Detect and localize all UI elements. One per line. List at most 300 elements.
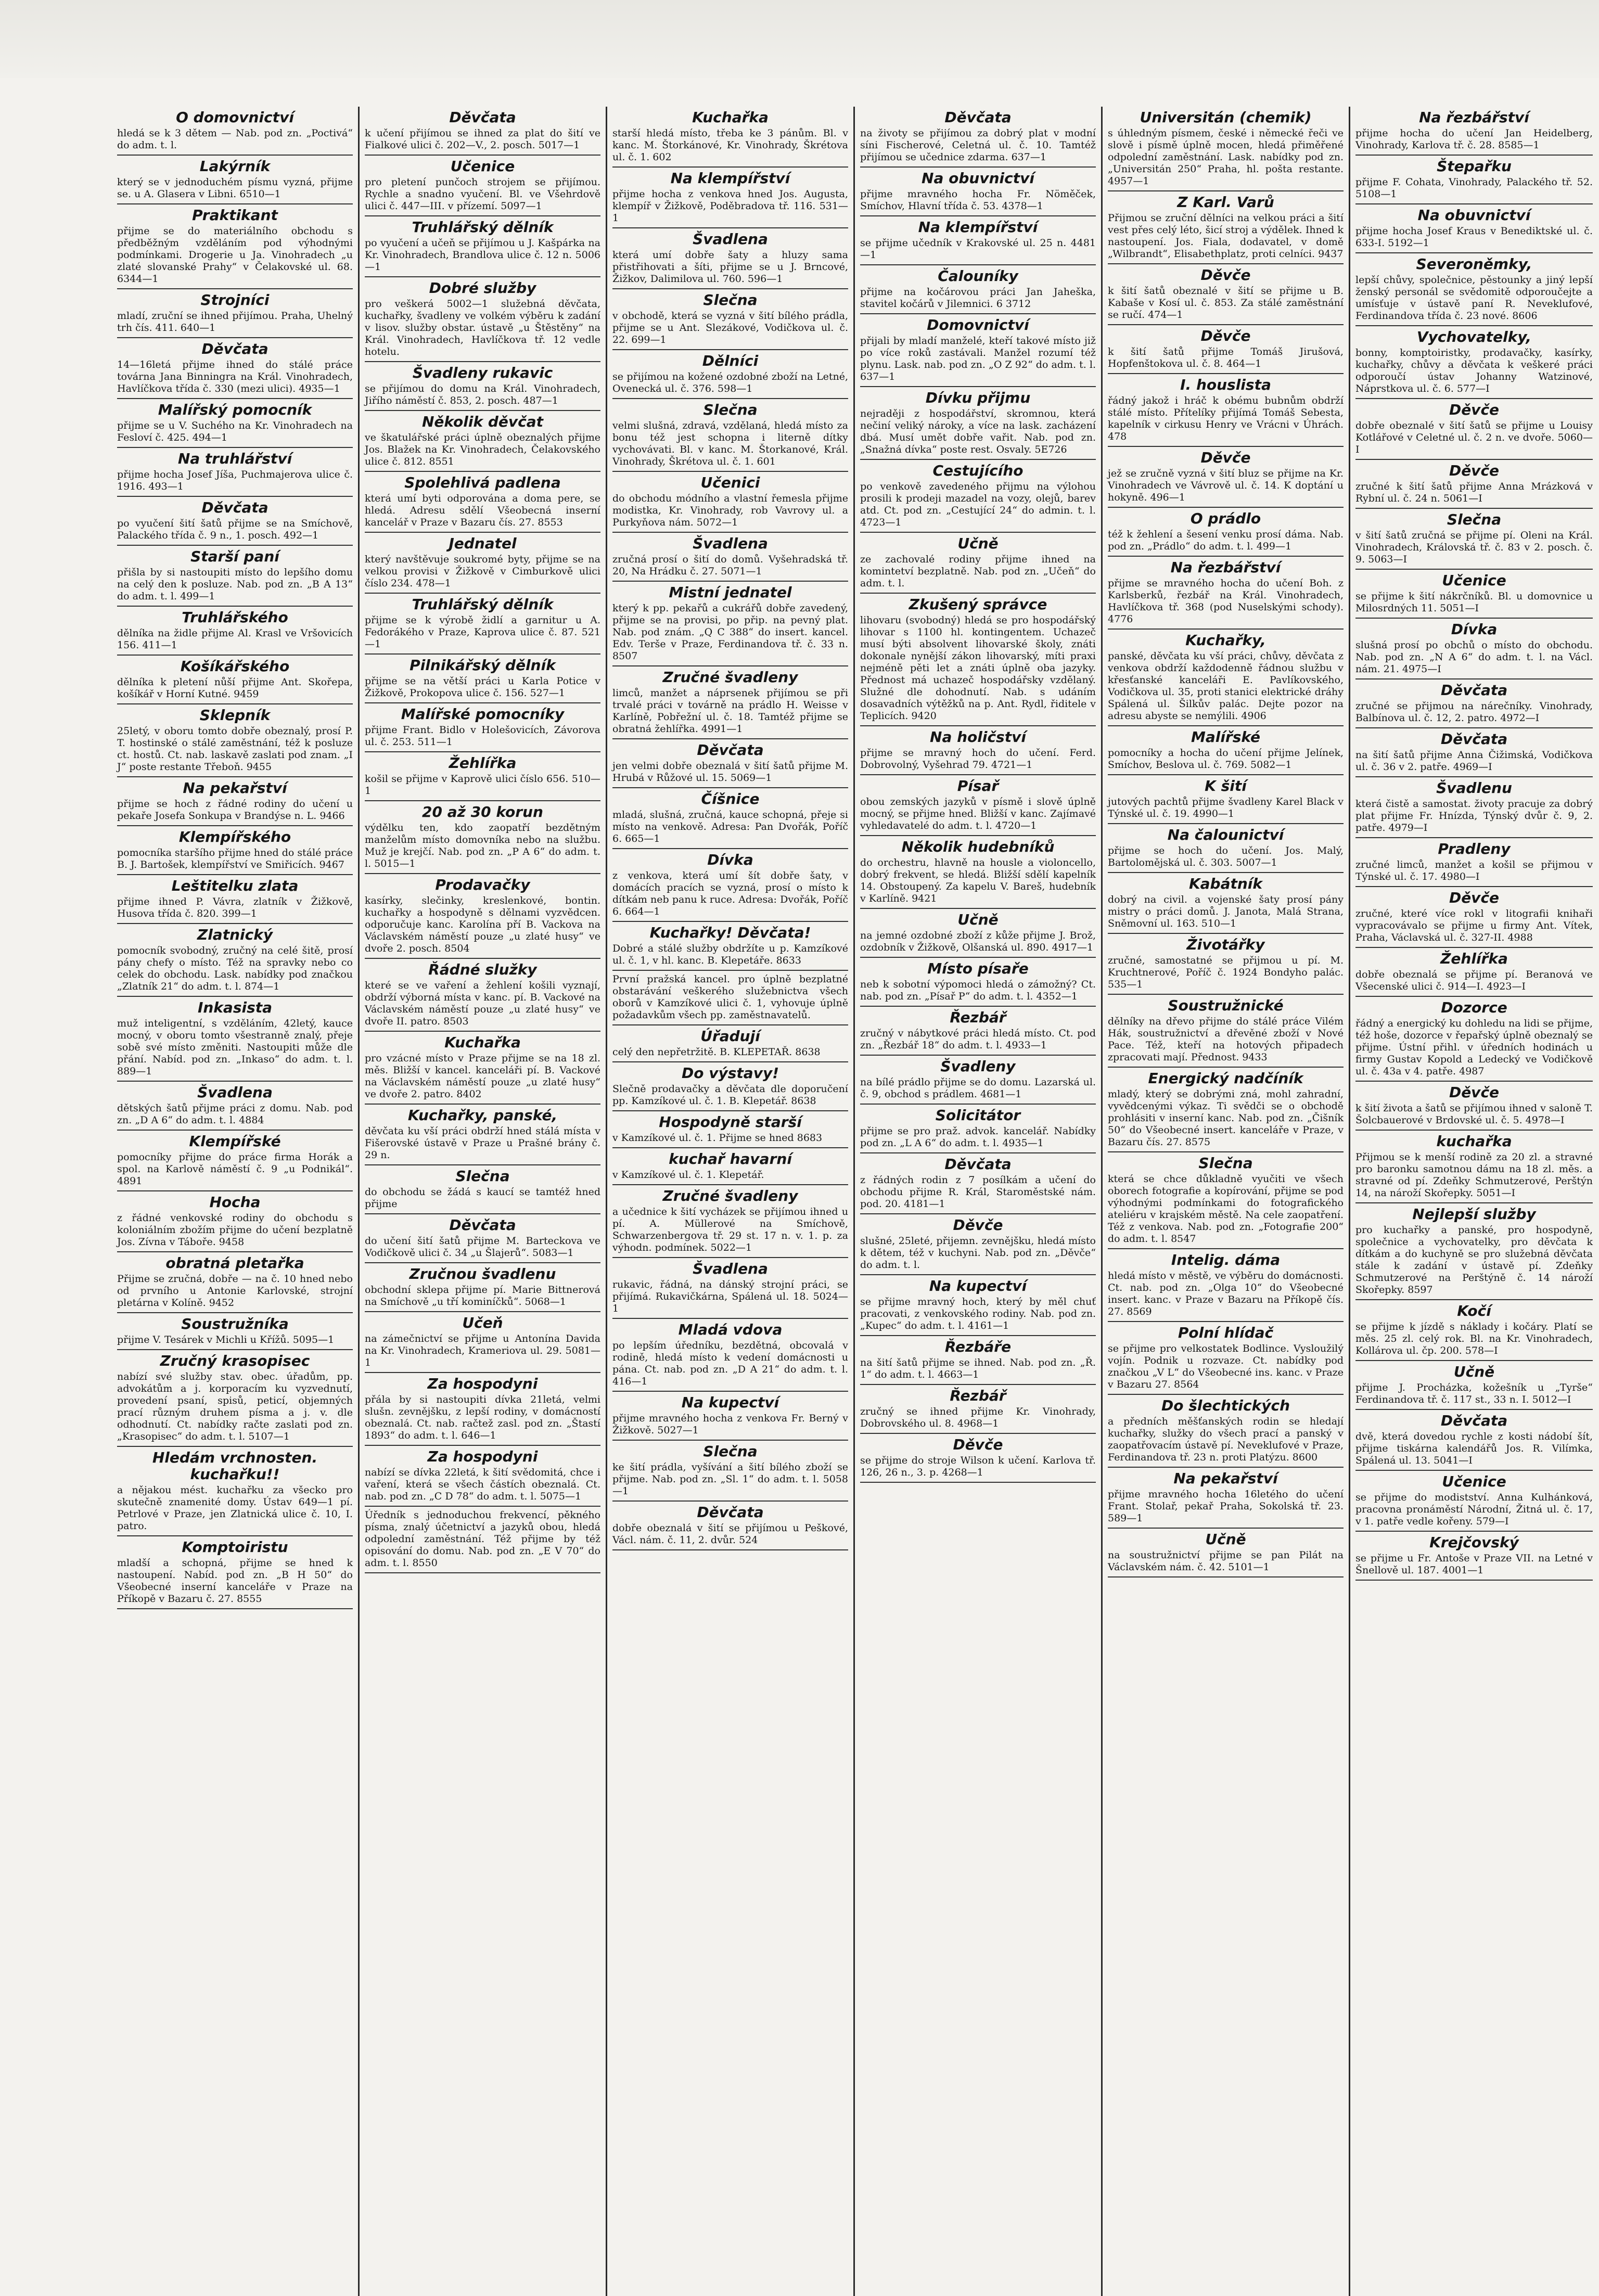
classified-ad [117, 289, 353, 338]
classified-ad [117, 607, 353, 656]
classified-ad [1355, 399, 1593, 460]
classified-ad [612, 849, 848, 922]
ad-text: 14—16letá přijme ihned do stálé práce továrna Jana Binningra na Král. Vinohradech, Havlíčkova třída č. 330 (mezi ulici). 4935—1 [117, 359, 353, 394]
ad-text: hledá se k 3 dětem — Nab. pod zn. „Poctivá“ do adm. t. l. [117, 127, 353, 151]
ad-text: přijme se hoch z řádné rodiny do učení u pekaře Josefa Sonkupa v Brandýse n. L. 9466 [117, 798, 353, 822]
ad-title: Životářky [1186, 936, 1265, 953]
ad-text: mladší a schopná, přijme se hned k nastoupení. Nabíd. pod zn. „B H 50“ do Všeobecné inserní kanceláře v Praze na Příkopě v Bazaru č. 27. 8555 [117, 1557, 353, 1605]
classified-ad [117, 1252, 353, 1313]
classified-ad [860, 1385, 1096, 1434]
ad-text: z řádných rodin z 7 posílkám a učení do obchodu přijme R. Král, Staroměstské nám. pod. 20. 4181—1 [860, 1174, 1096, 1210]
column-2 [360, 107, 607, 2296]
ad-title: Vychovatelky, [1416, 328, 1532, 345]
classified-ad [860, 387, 1096, 460]
classified-ad [612, 1111, 848, 1148]
ad-text: obou zemských jazyků v písmě i slově úplně mocný, se přijme hned. Bližší v kanc. Zajímavé vyhledavatelé do adm. t. l. 4720—1 [860, 796, 1096, 831]
ad-text: kasírky, slečinky, kreslenkové, bontin. kuchařky a hospodyně s dělnami vyzvědcen. odporučuje kanc. Karolína pří B. Vackova na Václavském náměstí pouze „u zlaté husy“ ve dvoře 2. posch. 8504 [365, 895, 600, 954]
classified-ad [1355, 728, 1593, 777]
classified-ad [1355, 1410, 1593, 1471]
ad-title: Kabátník [1188, 875, 1263, 892]
ad-title: Na řezbářství [1419, 109, 1529, 126]
classified-ad [117, 204, 353, 289]
ad-title: Učně [957, 911, 999, 928]
classified-ad [365, 1507, 600, 1573]
classified-ad [117, 1313, 353, 1350]
ad-title: Na kupectví [929, 1277, 1027, 1294]
ad-text: k šití šatů přijme Tomáš Jirušová, Hopfenštokova ul. č. 8. 464—1 [1108, 346, 1344, 369]
ad-text: zručné k šití šatů přijme Anna Mrázková v Rybní ul. č. 24 n. 5061—I [1355, 481, 1593, 504]
ad-title: Děvčata [944, 109, 1012, 126]
ad-title: Několik hudebníků [901, 838, 1055, 855]
ad-text: přijme mravného hocha z venkova Fr. Berný v Žižkově. 5027—1 [612, 1413, 848, 1436]
classified-ad [117, 1350, 353, 1447]
classified-ad [612, 1062, 848, 1111]
ad-text: do orchestru, hlavně na housle a violoncello, dobrý frekvent, se hledá. Bližší sdělí kapelník 14. Obstoupený. Za kapelu V. Bareš, hudebník v Karlíně. 9421 [860, 857, 1096, 904]
ad-title: Děvče [1449, 1084, 1500, 1101]
ad-title: Na obuvnictví [1417, 207, 1531, 224]
classified-ad [860, 1214, 1096, 1275]
ad-text: na životy se přijímou za dobrý plat v modní síni Fischerové, Celetná ul. č. 10. Tamtéž přijímou se učednice zdarma. 637—1 [860, 127, 1096, 163]
ad-text: rukavic, řádná, na dánský strojní práci, se přijímá. Rukavičkárna, Spálená ul. 18. 5024—1 [612, 1279, 848, 1314]
classified-ad [612, 1185, 848, 1258]
ad-text: v Kamzíkové ul. č. 1. Přijme se hned 8683 [612, 1132, 823, 1144]
classified-ad [365, 801, 600, 874]
ad-text: přijme mravného hocha Fr. Nöměček, Smíchov, Hlavní třída č. 53. 4378—1 [860, 188, 1096, 212]
ad-title: K šití [1205, 777, 1247, 794]
ad-text: slušné, 25leté, přijemn. zevnějšku, hledá místo k dětem, též v kuchyni. Nab. pod zn. „Děvče“ do adm. t. l. [860, 1235, 1096, 1271]
ad-text: dobře obeznalá se přijme pí. Beranová ve Všecenské ulici č. 914—I. 4923—I [1355, 969, 1593, 992]
ad-title: Slečna [703, 1443, 758, 1460]
classified-ad [612, 1441, 848, 1502]
ad-title: Děvče [1200, 449, 1251, 466]
ad-title: Soustružnické [1168, 997, 1284, 1014]
ad-text: 25letý, v oboru tomto dobře obeznalý, prosí P. T. hostinské o stálé zaměstnání, též k posluze ct. hostů. Ct. nab. laskavě zaslati pod znam. „I J“ poste restante Třeboň. 9455 [117, 725, 353, 773]
classified-ad [117, 826, 353, 875]
column-3 [607, 107, 855, 2296]
ad-text: nejraději z hospodářství, skromnou, která nečiní veliký nároky, a více na lask. zacházení dbá. Musí umět dobře vařit. Nab. pod zn. „Snažná dívka“ poste rest. Osvaly. 5E726 [860, 408, 1096, 455]
classified-ad [1108, 264, 1344, 325]
ad-text: též k žehlení a šesení venku prosí dáma. Nab. pod zn. „Prádlo“ do adm. t. l. 499—1 [1108, 529, 1344, 552]
classified-ad [1355, 838, 1593, 887]
ad-text: se přijímou na kožené ozdobné zboží na Letné, Ovenecká ul. č. 376. 598—1 [612, 371, 848, 394]
ad-title: Učenice [1442, 572, 1506, 589]
ad-title: Kočí [1457, 1302, 1491, 1319]
classified-ad [1108, 1068, 1344, 1152]
classified-ad [1355, 326, 1593, 399]
classified-ad [365, 1214, 600, 1263]
classified-ad [117, 1536, 353, 1609]
ad-title: Z Karl. Varů [1177, 194, 1274, 211]
classified-ad [612, 107, 848, 168]
ad-text: se přijme k jízdě s náklady i kočáry. Platí se měs. 25 zl. celý rok. Bl. na Kr. Vinohradech, Kollárova ul. čp. 200. 578—I [1355, 1321, 1593, 1356]
ad-title: Děvče [1449, 401, 1500, 418]
ad-text: z řádné venkovské rodiny do obchodu s koloniálním zbožím přijme do učení bezplatně Jos. Zívna v Táboře. 9458 [117, 1212, 353, 1248]
ad-title: Zručnou švadlenu [409, 1265, 556, 1282]
ad-text: dělníka k pletení nůší přijme Ant. Skořepa, košíkář v Horní Kutné. 9459 [117, 676, 353, 700]
ad-title: Švadlena [197, 1084, 273, 1101]
ad-title: Do výstavy! [682, 1064, 779, 1082]
classified-ad [860, 1105, 1096, 1153]
ad-title: Děvčata [201, 340, 268, 357]
classified-ad [365, 277, 600, 362]
ad-title: Zkušený správce [909, 596, 1047, 613]
classified-ad [612, 1258, 848, 1319]
classified-ad [117, 156, 353, 204]
classified-ad [612, 399, 848, 472]
classified-ad [1108, 934, 1344, 995]
ad-text: starší hledá místo, třeba ke 3 pánům. Bl. v kanc. M. Štorkánové, Kr. Vinohrady, Škrétova ul. č. 1. 602 [612, 127, 848, 163]
ad-title: Děvčata [944, 1156, 1012, 1173]
classified-ad [1355, 204, 1593, 253]
ad-title: Severoněmky, [1416, 255, 1532, 273]
classified-ad [365, 1263, 600, 1312]
classified-ad [1108, 630, 1344, 726]
ad-text: přijme se na větší práci u Karla Potice v Žižkově, Prokopova ulice č. 156. 527—1 [365, 675, 600, 699]
ad-text: pro kuchařky a panské, pro hospodyně, společnice a vychovatelky, pro děvčata k dítkám a do kuchyně se pro služebná děvčata stále k zadání v ústavě pí. Zdeňky Schmutzerové na Perštýně č. 14 nároží Skořepky. 8597 [1355, 1224, 1593, 1295]
ad-text: po vyučení šití šatů přijme se na Smíchově, Palackého třída č. 9 n., 1. posch. 492—1 [117, 518, 353, 541]
classified-ad [365, 1032, 600, 1105]
ad-title: Mladá vdova [678, 1321, 783, 1338]
ad-text: dobrý na civil. a vojenské šaty prosí pány mistry o práci domů. J. Janota, Malá Strana, Sněmovní ul. 163. 510—1 [1108, 894, 1344, 929]
ad-title: Za hospodyni [427, 1375, 538, 1392]
ad-text: dobře obeznalé v šití šatů se přijme u Louisy Kotlářové v Celetné ul. č. 2 n. ve dvoře. 5060—I [1355, 420, 1593, 455]
classified-ad [1355, 1131, 1593, 1203]
classified-ad [612, 1319, 848, 1392]
ad-text: se přijímou do domu na Král. Vinohradech, Jiřího náměstí č. 853, 2. posch. 487—1 [365, 383, 600, 406]
paper-top-margin [0, 0, 1599, 78]
ad-text: z venkova, která umí šít dobře šaty, v domácích pracích se vyzná, prosí o místo k dítkám neb panu k ruce. Adresa: Dvořák, Poříč 6. 664—1 [612, 870, 848, 917]
ad-title: Lakýrník [199, 158, 271, 175]
ad-title: Dělníci [702, 352, 759, 369]
ad-title: Zručné švadleny [662, 669, 798, 686]
classified-ad [860, 533, 1096, 594]
classified-ad [860, 958, 1096, 1007]
ad-text: zručné, samostatné se přijmou u pí. M. Kruchtnerové, Poříč č. 1924 Bondyho palác. 535—1 [1108, 955, 1344, 990]
classified-ad [117, 875, 353, 924]
classified-ad [1355, 1532, 1593, 1581]
ad-title: Děvčata [697, 1504, 764, 1521]
ad-text: na šití šatů přijme Anna Čižimská, Vodičkova ul. č. 36 v 2. patře. 4969—I [1355, 749, 1593, 773]
classified-ad [117, 546, 353, 607]
ad-text: dělníky na dřevo přijme do stálé práce Vilém Hák, soustružnictví a dřevěné zboží v Nové Pace. Též, kteří na hotových připadech zpracovati mají. Přednost. 9433 [1108, 1016, 1344, 1063]
ad-title: Děvčata [1440, 1412, 1508, 1429]
ad-title: Slečna [455, 1168, 510, 1185]
classified-ad [365, 362, 600, 411]
classified-ad [1108, 726, 1344, 775]
ad-text: na šití šatů přijme se ihned. Nab. pod zn. „Ř. 1“ do adm. t. l. 4663—1 [860, 1357, 1096, 1380]
ad-title: Žehlířka [1440, 950, 1508, 967]
classified-ad [612, 472, 848, 533]
ad-text: přijme se u V. Suchého na Kr. Vinohradech na Fesloví č. 425. 494—1 [117, 420, 353, 443]
ad-title: Praktikant [192, 207, 278, 224]
ad-title: Řádné služky [428, 961, 537, 978]
ad-text: která se chce důkladně vyučiti ve všech oborech fotografie a kopírování, přijme se pod výhodnými podmínkami do fotografického ateliéru v krajském městě. Na cele zaopatření. Též z venkova. Nab. pod zn. „Fotografie 200“ do adm. t. l. 8547 [1108, 1173, 1344, 1245]
ad-text: přijme Frant. Bidlo v Holešovicích, Závorova ul. č. 253. 511—1 [365, 724, 600, 748]
ad-text: přijme V. Tesárek v Michli u Křížů. 5095—1 [117, 1334, 335, 1345]
classified-ad [1355, 777, 1593, 838]
classified-ad [860, 726, 1096, 775]
ad-text: děvčata ku vší práci obdrží hned stálá místa v Fišerovské ústavě v Praze u Prašné brány č. 29 n. [365, 1125, 600, 1161]
ad-title: Universitán (chemik) [1140, 109, 1312, 126]
ad-text: přijme se mravného hocha do učení Boh. z Karlsberků, řezbář na Král. Vinohradech, Havlíčkova tř. 368 (pod Nuselskými schody). 4776 [1108, 578, 1344, 625]
ad-title: O domovnictví [176, 109, 294, 126]
ad-text: ve škatulářské práci úplně obeznalých přijme Jos. Blažek na Kr. Vinohradech, Čelakovského ulice č. 812. 8551 [365, 432, 600, 467]
ad-title: Spolehlivá padlena [404, 474, 561, 491]
ad-title: Na pekařství [1173, 1470, 1278, 1487]
ad-title: obratná pletařka [165, 1254, 304, 1272]
ad-text: přijme se hoch do učení. Jos. Malý, Bartolomějská ul. č. 303. 5007—1 [1108, 845, 1344, 868]
ad-title: Leštitelku zlata [171, 877, 299, 894]
classified-ad [365, 959, 600, 1032]
ad-title: Cestujícího [932, 462, 1024, 479]
ad-title: 20 až 30 korun [422, 803, 543, 820]
ad-title: Na holičství [930, 728, 1026, 746]
ad-text: přijali by mladí manželé, kteří takové místo již po více roků zastávali. Manžel rozumí též plynu. Lask. nab. pod zn. „O Z 92“ do adm. t. l. 637—1 [860, 335, 1096, 382]
ad-title: I. houslista [1180, 376, 1271, 393]
classified-ad [860, 265, 1096, 314]
classified-ad [1355, 509, 1593, 570]
ad-title: Kuchařka [444, 1034, 521, 1051]
ad-title: Na klempířství [670, 170, 790, 187]
ad-title: Švadlenu [1436, 779, 1512, 797]
ad-text: dělníka na židle přijme Al. Krasl ve Vršovicích 156. 411—1 [117, 627, 353, 651]
ad-title: Na kupectví [681, 1394, 779, 1411]
classified-ad [612, 1392, 848, 1441]
classified-ad [612, 1148, 848, 1185]
ad-title: Hospodyně starší [659, 1113, 802, 1131]
classified-ad [117, 997, 353, 1082]
ad-title: Několik děvčat [421, 413, 543, 430]
classified-ad [365, 533, 600, 594]
ad-text: nabízí své služby stav. obec. úřadům, pp. advokátům a j. korporacím ku vyzvednutí, provedení psaní, spisů, peticí, objemných prací různým druhem písma a j. v. dle odhodnutí. Ct. nabídky račte zaslati pod zn. „Krasopisec“ do adm. t. l. 5107—1 [117, 1371, 353, 1442]
classified-ad [612, 788, 848, 849]
ad-text: lepší chůvy, společnice, pěstounky a jiný lepší ženský personál se svědomitě odporoučejte a umísťuje v ústavě paní R. Neveklufové, Ferdinandova třída č. 23 nové. 8606 [1355, 274, 1593, 322]
classified-ad [1355, 1203, 1593, 1300]
ad-text: pro vzácné místo v Praze přijme se na 18 zl. měs. Bližší v kancel. kanceláři pí. B. Vackové na Václavském náměstí pouze „u zlaté husy“ ve dvoře 2. patro. 8402 [365, 1053, 600, 1100]
ad-text: po venkově zavedeného přijmu na výlohou prosili k prodeji mazadel na vozy, olejů, barev atd. Ct. pod zn. „Cestující 24“ do admin. t. l. 4723—1 [860, 481, 1096, 528]
ad-title: Žehlířka [449, 754, 517, 772]
classified-ad [1108, 1395, 1344, 1468]
ad-title: Pradleny [1438, 840, 1511, 857]
classified-ad [1108, 775, 1344, 824]
ad-title: Krejčovský [1429, 1534, 1519, 1551]
column-1 [112, 107, 360, 2296]
ad-text: se přijme do modistství. Anna Kulhánková, pracovna pronáměstí Národní, Žitná ul. č. 17, v 1. patře vedle kořeny. 579—I [1355, 1492, 1593, 1527]
ad-title: Úřadují [700, 1028, 760, 1045]
classified-ad [365, 874, 600, 959]
classified-ad [612, 1502, 848, 1550]
ad-text: přijme J. Procházka, kožešník u „Tyrše“ Ferdinandova tř. č. 117 st., 33 n. I. 5012—I [1355, 1382, 1593, 1405]
ad-title: kuchař havarní [669, 1150, 792, 1168]
ad-text: Přijmou se k menší rodině za 20 zl. a stravné pro baronku samotnou dámu na 18 zl. měs. a stravné od pí. Zdeňky Schmutzerové, Perštýn 14, na nároží Skořepky. 5051—I [1355, 1151, 1593, 1199]
ad-text: Přijmou se zruční dělníci na velkou práci a šití vest přes celý léto, šicí stroj a výdělek. Ihned k nastoupení. Jos. Fiala, dodavatel, v domě „Wilbrandt“, Elisabethplatz, proti celníci. 9437 [1108, 212, 1344, 260]
ad-title: Strojníci [200, 291, 270, 309]
classified-ad [117, 448, 353, 497]
ad-text: přijme ihned P. Vávra, zlatník v Žižkově, Husova třída č. 820. 399—1 [117, 896, 353, 919]
ad-title: Děvče [1200, 266, 1251, 284]
ad-title: Učně [1453, 1363, 1495, 1380]
classified-ad [1355, 948, 1593, 997]
classified-ad [612, 739, 848, 788]
ad-text: se přijme k šití nákrčníků. Bl. u domovnice u Milosrdných 11. 5051—I [1355, 591, 1593, 614]
ad-title: Děvčata [449, 109, 516, 126]
ad-title: Truhlářský dělník [412, 596, 554, 613]
ad-text: mladá, slušná, zručná, kauce schopná, přeje si místo na venkově. Adresa: Pan Dvořák, Poříč 6. 665—1 [612, 809, 848, 844]
ad-title: Domovnictví [927, 316, 1029, 334]
ad-title: Děvče [1449, 889, 1500, 906]
classified-ad [612, 666, 848, 739]
ad-title: Do šlechtických [1161, 1397, 1290, 1414]
ad-title: Dívka [1451, 621, 1498, 638]
classified-ad [1355, 679, 1593, 728]
classified-ad [860, 168, 1096, 216]
classified-ad [860, 594, 1096, 726]
ad-text: se přijme do stroje Wilson k učení. Karlova tř. 126, 26 n., 3. p. 4268—1 [860, 1455, 1096, 1478]
ad-title: Dobré služby [429, 279, 536, 297]
classified-ad [1108, 1529, 1344, 1577]
classified-ad [365, 216, 600, 277]
classified-ad [1355, 1361, 1593, 1410]
ad-title: Učně [1205, 1531, 1246, 1548]
ad-title: Zručné švadleny [662, 1187, 798, 1204]
ad-title: Na obuvnictví [922, 170, 1034, 187]
classified-ad [860, 460, 1096, 533]
ad-text: po lepším úředníku, bezdětná, obcovalá v rodině, hledá místo k vedení domácnosti u pána. Ct. nab. pod zn. „D A 21“ do adm. t. l. 416—1 [612, 1340, 848, 1387]
ad-text: První pražská kancel. pro úplně bezplatné obstarávání veškerého služebnictva všech oborů v Kamzíkové ulici č. 1, vyhovuje úplně požadavkům všech pp. zaměstnavatelů. [612, 973, 848, 1021]
ad-text: zručný se ihned přijme Kr. Vinohrady, Dobrovského ul. 8. 4968—1 [860, 1406, 1096, 1429]
ad-text: do obchodu se žádá s kaucí se tamtéž hned přijme [365, 1186, 600, 1210]
ad-text: a učednice k šití vycházek se přijímou ihned u pí. A. Müllerové na Smíchově, Schwarzenbergova tř. 29 st. 17 n. v. 1. p. za výhodn. podmínek. 5022—1 [612, 1206, 848, 1253]
classified-ad [860, 836, 1096, 909]
classified-ad [117, 1447, 353, 1536]
ad-title: Děvče [953, 1436, 1003, 1453]
classified-ad [365, 411, 600, 472]
ad-text: lihovaru (svobodný) hledá se pro hospodářský lihovar s 1100 hl. kontingentem. Uchazeč musí býti absolvent lihovarské školy, znáti dokonale nynější zákon lihovarský, míti praxi nejméně pěti let a znáti úplně oba jazyky. Přednost má uchazeč hospodářsky vzdělaný. Služné dle dohodnutí. Nab. s udáním dosavadních výtěžků na p. Ant. Rydl, řiditele v Teplicích. 9420 [860, 614, 1096, 722]
ad-title: Truhlářského [182, 609, 288, 626]
classified-ad [117, 497, 353, 546]
classified-ad [1355, 460, 1593, 509]
classified-ad [1355, 570, 1593, 619]
ad-title: Malířské pomocníky [401, 706, 565, 723]
classified-ad [1355, 619, 1593, 679]
ad-text: se přijme mravný hoch, který by měl chuť pracovati, z venkovského rodiny. Nab. pod zn. „Kupec“ do adm. t. l. 4161—1 [860, 1296, 1096, 1331]
ad-text: limců, manžet a náprsenek přijímou se při trvalé práci v továrně na prádlo H. Weisse v Karlíně, Pobřežní ul. č. 18. Tamtéž přijme se obratná žehlířka. 4991—1 [612, 687, 848, 735]
classified-ad [365, 472, 600, 533]
classified-ad [860, 1336, 1096, 1385]
ad-title: Na čalounictví [1167, 826, 1284, 843]
ad-title: Švadleny [940, 1058, 1016, 1075]
classified-ad [1108, 508, 1344, 557]
ad-text: do učení šití šatů přijme M. Barteckova ve Vodičkově ulici č. 34 „u Šlajerů“. 5083—1 [365, 1235, 600, 1259]
classified-ad [365, 752, 600, 801]
ad-title: Mistní jednatel [669, 584, 792, 601]
classified-ad [365, 1446, 600, 1507]
ad-title: Jednatel [449, 535, 517, 552]
ad-text: ze zachovalé rodiny přijme ihned na komintetví bezplatně. Nab. pod zn. „Učeň“ do adm. t. l. [860, 554, 1096, 589]
classified-ad [612, 168, 848, 228]
classified-ad [1355, 1082, 1593, 1131]
ad-text: přijme se mravný hoch do učení. Ferd. Dobrovolný, Vyšehrad 79. 4721—1 [860, 747, 1096, 771]
ad-text: na soustružnictví přijme se pan Pilát na Václavském nám. č. 42. 5101—1 [1108, 1549, 1344, 1573]
ad-text: přijme hocha do učení Jan Heidelberg, Vinohrady, Karlova tř. č. 28. 8585—1 [1355, 127, 1593, 151]
ad-title: Učenice [1442, 1473, 1506, 1490]
ad-text: jež se zručně vyzná v šití bluz se přijme na Kr. Vinohradech ve Vávrově ul. č. 14. K doptání u hokyně. 496—1 [1108, 468, 1344, 503]
classified-ad [1108, 824, 1344, 873]
ad-text: v obchodě, která se vyzná v šití bílého prádla, přijme se u Ant. Slezákové, Vodičkova ul. č. 22. 699—1 [612, 310, 848, 345]
classified-ad [1108, 107, 1344, 191]
ad-text: přijme se pro praž. advok. kancelář. Nabídky pod zn. „L A 6“ do adm. t. l. 4935—1 [860, 1125, 1096, 1149]
ad-text: jen velmi dobře obeznalá v šití šatů přijme M. Hrubá v Růžové ul. 15. 5069—1 [612, 760, 848, 784]
classified-ad [1355, 887, 1593, 948]
ad-title: Děvčata [201, 499, 268, 516]
classified-ad [860, 314, 1096, 387]
ad-text: výdělku ten, kdo zaopatří bezdětným manželům místo domovníka nebo na službu. Muž je krejčí. Nab. pod zn. „P A 6“ do adm. t. l. 5015—1 [365, 822, 600, 869]
classified-ad [860, 107, 1096, 168]
ad-title: Slečna [1447, 511, 1502, 528]
classified-ad [860, 775, 1096, 836]
ad-title: Švadleny rukavic [412, 364, 553, 381]
classified-ad [860, 1434, 1096, 1483]
classified-ad [1355, 253, 1593, 326]
ad-title: Malířský pomocník [158, 401, 312, 418]
ad-title: Zručný krasopisec [160, 1352, 310, 1369]
classified-ad [1355, 156, 1593, 204]
ad-title: Děvčata [449, 1216, 516, 1234]
ad-title: Starší paní [190, 548, 279, 565]
classified-ad [612, 228, 848, 289]
ad-text: řádný a energický ku dohledu na lidi se přijme, též hoše, dozorce v řepařský úplně obeznalý se přijme. Ústní přihl. v úředních hodinách u firmy Gustav Kopold a Ledecký ve Vodičkově ul. č. 43a v 4. patře. 4987 [1355, 1018, 1593, 1077]
ad-text: pomocníky a hocha do učení přijme Jelínek, Smíchov, Beslova ul. č. 769. 5082—1 [1108, 747, 1344, 771]
ad-title: Klempířského [178, 828, 291, 845]
ad-text: přijme hocha Josef Jíša, Puchmajerova ulice č. 1916. 493—1 [117, 469, 353, 492]
ad-text: přála by si nastoupiti dívka 21letá, velmi slušn. zevnějšku, z lepší rodiny, v domácností obeznalá. Ct. nab. račtež zasl. pod zn. „Štastí 1893“ do adm. t. l. 646—1 [365, 1394, 600, 1441]
classified-ad [1108, 1152, 1344, 1249]
ad-title: Hledám vrchnosten. kuchařku!! [152, 1449, 318, 1483]
classified-ad [1108, 995, 1344, 1068]
ad-title: Kuchařka [692, 109, 769, 126]
classified-ad [612, 582, 848, 666]
ad-text: přijme se k výrobě židlí a garnitur u A. Fedorákého v Praze, Kaprova ulice č. 87. 521—1 [365, 614, 600, 650]
classified-ad [365, 655, 600, 703]
ad-title: Učeň [462, 1314, 503, 1331]
classified-ad [1108, 374, 1344, 447]
classified-ad [612, 922, 848, 971]
ad-text: přijme mravného hocha 16letého do učení Frant. Stolař, pekař Praha, Sokolská tř. 23. 589—1 [1108, 1489, 1344, 1524]
column-6 [1350, 107, 1598, 2296]
ad-text: zručné, které více rokl v litografii knihaři vypracovávalo se přijme u firmy Ant. Vítek, Praha, Václavská ul. č. 327-II. 4988 [1355, 908, 1593, 943]
ad-title: Dívku přijmu [925, 389, 1031, 406]
ad-text: velmi slušná, zdravá, vzdělaná, hledá místo za bonu též jest schopna i literně dítky vychovávati. Bl. v kanc. M. Štorkanové, Král. Vinohrady, Škrétova ul. č. 1. 601 [612, 420, 848, 467]
classified-ad [365, 594, 600, 655]
ad-text: dětských šatů přijme práci z domu. Nab. pod zn. „D A 6“ do adm. t. l. 4884 [117, 1102, 353, 1126]
column-4 [855, 107, 1103, 2296]
ad-title: Děvčata [1440, 730, 1508, 748]
classified-ad [117, 1191, 353, 1252]
ad-text: mladí, zruční se ihned přijímou. Praha, Uhelný trh čís. 411. 640—1 [117, 310, 353, 334]
ad-text: zručná prosí o šití do domů. Vyšehradská tř. 20, Na Hrádku č. 27. 5071—1 [612, 554, 848, 577]
ad-title: Řezbář [950, 1009, 1006, 1026]
ad-title: Slečna [703, 401, 758, 418]
classified-ad [1108, 1249, 1344, 1322]
ad-title: Čalouníky [938, 267, 1018, 285]
classified-ad [117, 338, 353, 399]
ad-text: a nějakou mést. kuchařku za všecko pro skutečně znamenité domy. Ústav 649—1 pí. Petrlové v Praze, jen Zlatnická ulice č. 10, I. patro. [117, 1484, 353, 1532]
ad-text: ke šití prádla, vyšívání a šití bílého zboží se přijme. Nab. pod zn. „Sl. 1“ do adm. t. l. 5058—1 [612, 1461, 848, 1497]
classified-ad [117, 777, 353, 826]
ad-title: Solicitátor [935, 1107, 1021, 1124]
classified-ad [117, 656, 353, 704]
ad-text: které se ve vaření a žehlení košili vyznají, obdrží výborná místa v kanc. pí. B. Vackové na Václavském náměstí pouze „u zlaté husy“ ve dvoře II. patro. 8503 [365, 980, 600, 1027]
